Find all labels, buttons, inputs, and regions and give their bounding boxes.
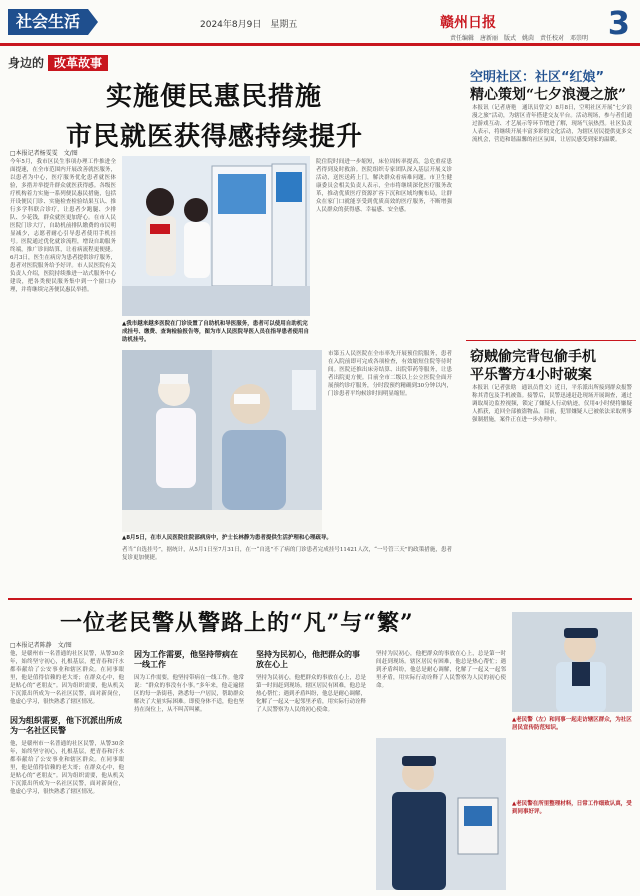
publication-date: 2024年8月9日 星期五 (200, 20, 298, 30)
side-article2-headline-line2: 平乐警方4小时破案 (470, 367, 592, 383)
second-body-col4: 坚持为民初心，他把群众的事放在心上，总是第一时间赶到现场。辖区居民有困难，他总是热心帮忙；遇到矛盾纠纷，他总是耐心调解，化解了一起又一起邻里矛盾，用实际行动诠释了人民警察为人民的初心使命。 (376, 651, 506, 689)
main-body-col4: 者当“自选挂号”，据统计，从5月1日至7月31日，在一“自选”不了病的门诊患者完成挂号11421人次，“一号管三天”的政策措施，患者复诊更加便捷。 (122, 547, 452, 561)
side-article1-kicker: 空明社区：社区“红娘” (470, 70, 605, 85)
main-headline-line2: 市民就医获得感持续提升 (66, 122, 364, 152)
second-body-col1b: 他，是赣州市一名普通的社区民警，从警30余年，始终坚守初心，扎根基层，把青春和汗水都奉献给了公安事业和辖区群众。在同事眼里，他是值得信赖的老大哥；在群众心中，他是贴心的“老朋友”。因为组织需要，他从机关下沉派出所成为一名社区民警，面对新岗位，他虚心学习，很快熟悉了辖区情况。 (10, 741, 124, 795)
second-subhead-3: 坚持为民初心，他把群众的事放在心上 (256, 650, 360, 669)
side-article1-headline: 精心策划“七夕浪漫之旅” (470, 87, 627, 103)
section-divider (8, 598, 632, 600)
side-divider (466, 340, 636, 341)
second-subhead-2: 因为工作需要，他坚持带病在一线工作 (134, 650, 238, 669)
photo-kiosk (122, 156, 310, 316)
main-body-col2: 院住院时间进一步缩短，床位周转率提高，急危重症患者得到及时救治。医院组织专家团队深入基层开展义诊活动，送医送药上门，解决群众看病难问题。市卫生健康委员会相关负责人表示，全市将继续深化医疗服务改革，推动优质医疗资源扩容下沉和区域均衡布局，让群众在家门口就能享受到优质高效的医疗服务，不断增强人民群众的获得感、幸福感、安全感。 (316, 159, 452, 213)
story-tag-label: 改革故事 (48, 55, 108, 71)
story-tag-prefix: 身边的 (8, 56, 45, 70)
story-tag (8, 54, 108, 71)
photo-nurse-caption: ▲8月5日，在市人民医院住院部病房中，护士长林静为患者提供生活护理和心理疏导。 (122, 535, 332, 541)
photo-duty-caption: ▲老民警在所里整理材料，日常工作细致认真，受到同事好评。 (512, 801, 632, 815)
photo-officer-caption: ▲老民警（左）和同事一起走访辖区群众，为社区居民宣传防范知识。 (512, 717, 632, 731)
main-body-col1: 今年5月，我市区民生事项办理工作推进全面提速，在全市范围内开展改善就医服务，以患者为中心，医疗服务优化患者就医体验，多措并举提升群众就医获得感。各级医疗机构着力实施一系列便民惠民措施，包括开设便民门诊、实施检查检验结果互认、推行多学科联合诊疗，让患者少跑腿、少排队、少花钱，群众就医更加舒心。在市人民医院门诊大厅，自助机前排队缴费的市民明显减少，志愿者耐心引导患者使用手机挂号。医院通过优化就诊流程，增设自助服务终端，推广诊间结算，让看病流程更便捷。6月3日，医生在病房为患者提供诊疗服务，患者对医院服务给予好评。市人民医院有关负责人介绍，医院持续推进一站式服务中心建设，把各类便民服务集中到一个窗口办理，并将继续完善便民惠民举措。 (10, 159, 116, 293)
side-article1-body: 本报讯（记者唐艳 通讯员曾文）8月8日，空明社区开展“七夕浪漫之旅”活动，为辖区青年搭建交友平台。活动现场，参与者们通过游戏互动、才艺展示等环节增进了解，现场气氛热烈。社区负责人表示，将继续开展丰富多彩的文化活动，为辖区居民提供更多交流机会，营造和谐温馨的社区氛围，让居民感受到家的温暖。 (472, 105, 632, 143)
second-body-col3: 坚持为民初心，他把群众的事放在心上，总是第一时间赶到现场。辖区居民有困难，他总是热心帮忙；遇到矛盾纠纷，他总是耐心调解，化解了一起又一起邻里矛盾，用实际行动诠释了人民警察为人民的初心使命。 (256, 675, 366, 713)
photo-nurse (122, 350, 322, 532)
photo-officer-duty (376, 738, 506, 890)
page-number: 3 (607, 4, 630, 42)
second-headline: 一位老民警从警路上的“凡”与“繁” (60, 610, 414, 636)
side-article2-headline-line1: 窃贼偷完背包偷手机 (470, 349, 596, 365)
second-byline: □本报记者陈静 文/图 (10, 642, 72, 649)
editor-credits: 责任编辑 唐新丽 版式 姚茵 责任校对 邓崇明 (450, 35, 589, 42)
side-article2-body: 本报讯（记者张晗 通讯员曾文）近日，平乐派出所接到群众报警称其背包及手机被盗。接警后，民警迅速赶赴现场开展调查，通过调取周边监控视频，锁定了嫌疑人行动轨迹，仅用4小时便将嫌疑人抓获，追回全部被盗物品。目前，犯罪嫌疑人已被依法采取刑事强制措施，案件正在进一步办理中。 (472, 385, 632, 423)
second-body-col1: 他，是赣州市一名普通的社区民警，从警30余年，始终坚守初心，扎根基层，把青春和汗水都奉献给了公安事业和辖区群众。在同事眼里，他是值得信赖的老大哥；在群众心中，他是贴心的“老朋友”。因为组织需要，他从机关下沉派出所成为一名社区民警，面对新岗位，他虚心学习，很快熟悉了辖区情况。 (10, 651, 124, 705)
main-byline: □本报记者杨雯雯 文/图 (10, 150, 78, 157)
second-subhead-1: 因为组织需要，他下沉派出所成为一名社区民警 (10, 716, 122, 735)
photo-kiosk-caption: ▲我市越来越多医院在门诊设置了自助机和导医服务，患者可以使用自助机完成挂号、缴费、查询检验报告等，图为市人民医院导医人员在指导患者使用自助机挂号。 (122, 321, 310, 343)
main-body-col3: 市第五人民医院在全市率先开展预住院服务，患者在入院前即可完成各项检查，有效缩短住院等待时间。医院还推出床旁结算、出院带药等服务，让患者出院更方便。目前全市二级以上公立医院全面开展预约诊疗服务，分时段预约精确到30分钟以内，门诊患者平均候诊时间明显缩短。 (328, 351, 452, 397)
section-title: 社会生活 (8, 9, 88, 35)
newspaper-name: 赣州日报 (440, 15, 496, 31)
masthead (0, 0, 640, 46)
main-headline-line1: 实施便民惠民措施 (106, 82, 323, 112)
second-body-col2: 因为工作需要，他坚持带病在一线工作。他常说：“群众的事没有小事。”多年来，他走遍辖区的每一条街巷，熟悉每一户居民，帮助群众解决了大量实际困难。即使身体不适，他也坚持在岗位上，从不叫苦叫累。 (134, 675, 244, 713)
photo-officer-portrait (512, 612, 632, 712)
